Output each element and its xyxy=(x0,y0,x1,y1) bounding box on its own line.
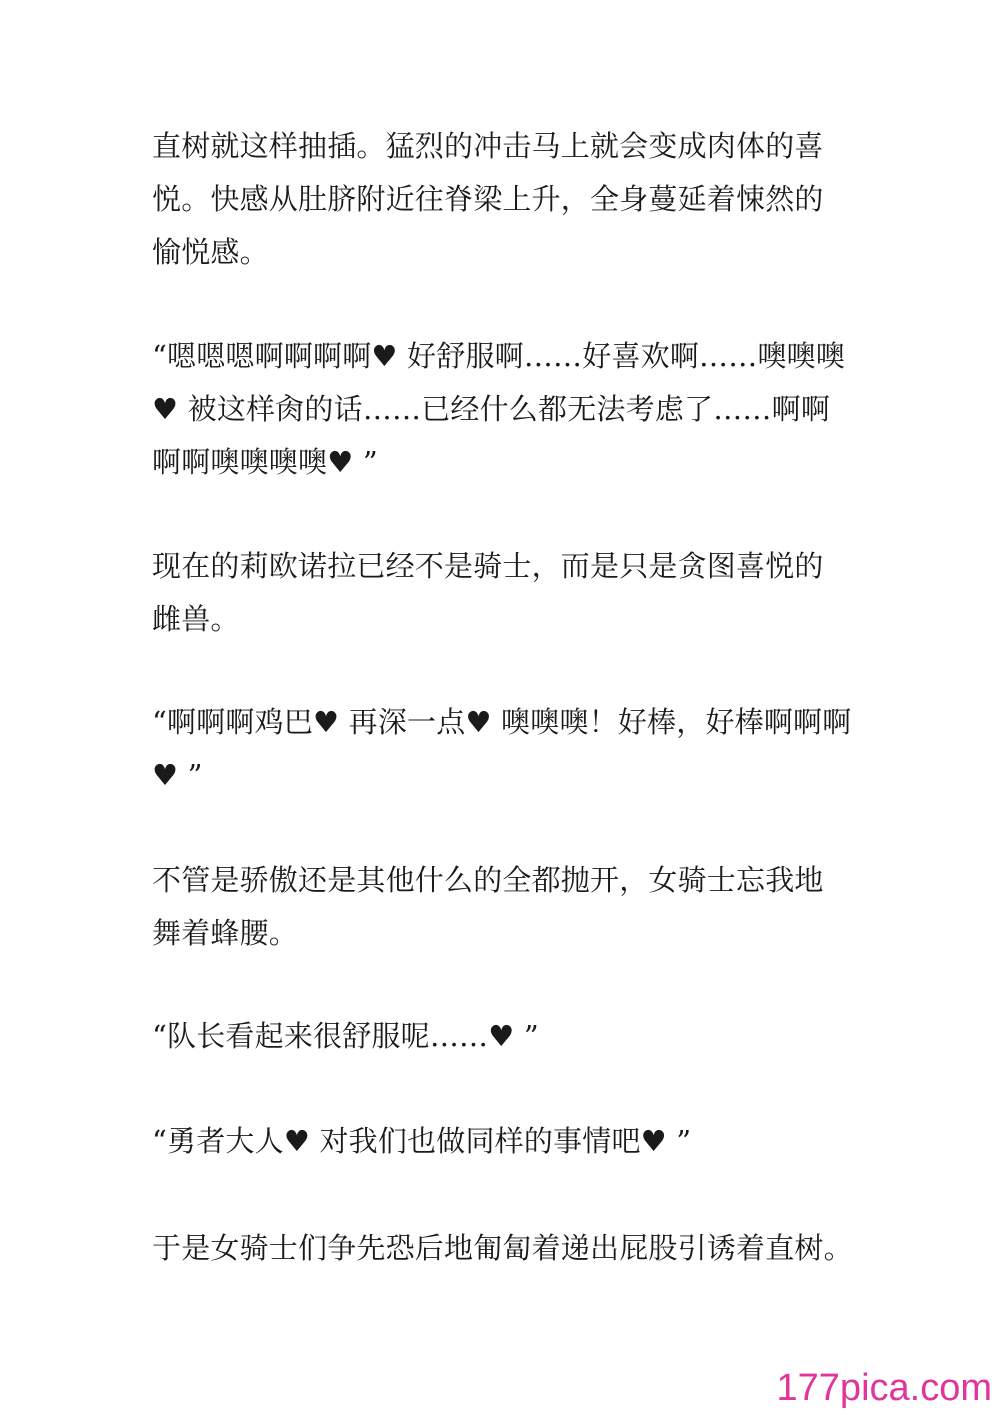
site-watermark: 177pica.com xyxy=(776,1367,992,1409)
paragraph: 直树就这样抽插。猛烈的冲击马上就会变成肉体的喜悦。快感从肚脐附近往脊梁上升，全身蔓延着悚然的愉悦感。 xyxy=(152,129,824,269)
paragraph: 不管是骄傲还是其他什么的全都抛开，女骑士忘我地舞着蜂腰。 xyxy=(152,863,824,950)
paragraph: 于是女骑士们争先恐后地匍匐着递出屁股引诱着直树。 xyxy=(152,1231,853,1265)
paragraph: “啊啊啊鸡巴♥ 再深一点♥ 噢噢噢！好棒，好棒啊啊啊♥ ” xyxy=(152,705,852,792)
paragraph: “嗯嗯嗯啊啊啊啊♥ 好舒服啊……好喜欢啊……噢噢噢♥ 被这样肏的话……已经什么都无法考虑了……啊啊啊啊噢噢噢噢♥ ” xyxy=(152,339,846,479)
paragraph: 现在的莉欧诺拉已经不是骑士，而是只是贪图喜悦的雌兽。 xyxy=(152,549,824,636)
paragraph: “队长看起来很舒服呢……♥ ” xyxy=(152,1019,539,1053)
paragraph: “勇者大人♥ 对我们也做同样的事情吧♥ ” xyxy=(152,1124,692,1158)
